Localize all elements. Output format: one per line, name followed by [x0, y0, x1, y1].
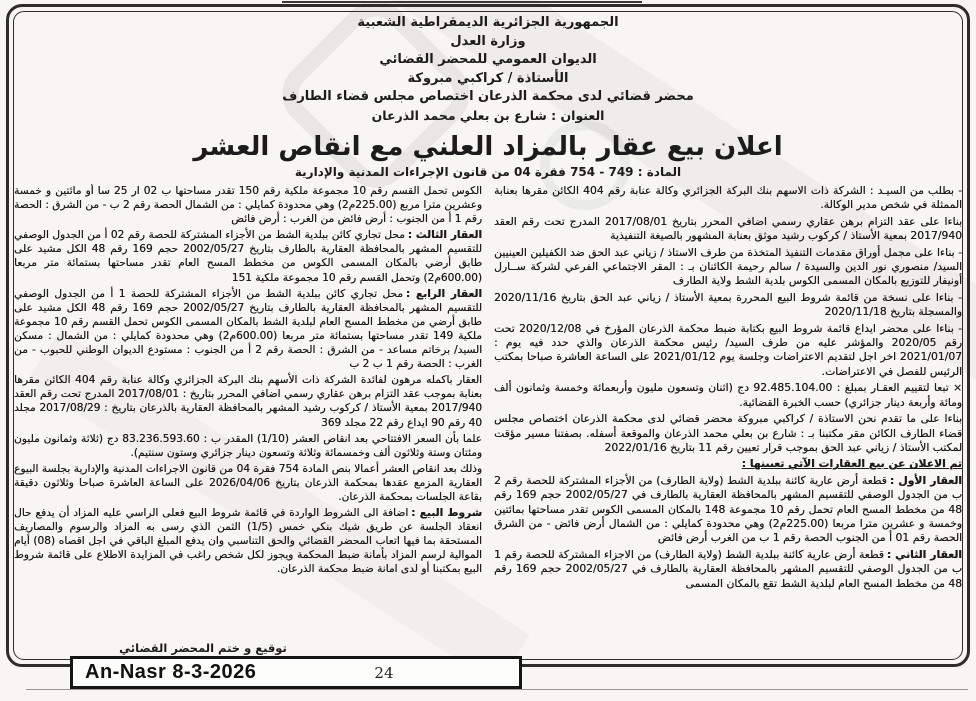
- valuation-paragraph: × تبعا لتقييم العقـار بمبلغ : 92.485.104.00 دج (اثنان وتسعون مليون وأربعمائة وخمسة وثمانون ألف ومائة وأربعة دينار جزائري) حسب الخبرة القضائية.: [494, 381, 962, 409]
- body-paragraph: بناءا على عقد التزام برهن عقاري رسمي اضافي المحرر بتاريخ 2017/08/01 المدرج تحت رقم العقد 2017/940 بمعية الأستاذ / كركوب رشيد موثق بعنابة المشهور بالصيغة التنفيذية: [494, 214, 962, 243]
- signature-line: توقيع و ختم المحضر القضائي: [119, 641, 287, 655]
- property-label: العقار الثاني :: [886, 547, 962, 561]
- property-two-paragraph: [494, 548, 962, 591]
- body-paragraph: - بناءا على مجمل أوراق مقدمات التنفيذ المتخذة من طرف الاستاذ / زياني عبد الحق ضد الكفيلين العينيين السيد/ منصوري نور الدين والسيدة / سالم رحيمة الكائنان بـ : المقر الاجتماعي الفرعي لشركة ســارل أونيفار للتوزيع بالمكان المسمى الكوس بلدية الشط ولاية الطارف: [494, 245, 962, 288]
- property-label: العقار الرابع :: [405, 287, 482, 300]
- mortgage-paragraph: العقار باكمله مرهون لفائدة الشركة ذات الأسهم بنك البركة الجزائري وكالة عنابة رقم 404 الكائن مقرها بعنابة بموجب عقد التزام برهن عقاري رسمي اضافي المحرر بتاريخ : 2017/08/01 المدرج تحت رقم العقد 2017/940 بمعية الأستاذ / كركوب رشيد المشهر بالمحافظة العقارية بالذرعان بتاريخ : 2017/08/29 مجلد 40 رقم 90 ايداع رقم 22 مجلد 369: [14, 374, 482, 429]
- body-columns: [14, 184, 962, 660]
- conditions-label: شروط البيع :: [411, 507, 482, 520]
- property-text: محل تجاري كائن ببلدية الشط من الأجزاء المشتركة للحصة رقم 02 أ من الجدول الوصفي للتقسيم المشهر بالمحافظة العقارية بالطارف بتاريخ 2002/05/27 حجم 169 رقم 48 الكل مشيد على طابق أرضي بالمكان المسمى الكوس من مخطط المسح العام تقدر مساحتها بستمائة متر مربعا (600.00م2) وتحمل القسم رقم 10 مجموعة ملكية 151: [14, 229, 482, 284]
- property-text: قطعة أرض عارية كائنة ببلدية الشط (ولاية الطارف) من الأجزاء المشتركة للحصة رقم 2 ب من الجدول الوصفي للتقسيم المشهر بالمحافظة العقارية بالطارف في 2002/05/27 حجم 169 رقم 48 من مخطط المسح العام تحمل رقم 10 مجموعة 148 بالمكان المسمى الكوس تقدر مساحتها بمائتين وخمسة و عشرين مترا مربعا (225.00م2) وهي محدودة كمايلي : من الشمال أرض فائض - من الشرق الحصة رقم 01 أ من الجنوب الحصة رقم 1 ب من الغرب أرض فائض: [494, 473, 962, 545]
- request-paragraph: - بطلب من السيـد : الشركة ذات الاسهم بنك البركة الجزائري وكالة عنابة رقم 404 الكائن مقرها بعنابة الممثلة في شخص مدير الوكالة.: [494, 184, 962, 212]
- legal-article-subtitle: المادة : 749 - 754 فقرة 04 من قانون الإجراءات المدنية والإدارية: [294, 165, 682, 179]
- notice-content: [20, 14, 956, 179]
- office-line: الديوان العمومي للمحضر القضائي: [379, 52, 597, 67]
- column-right: [494, 184, 962, 660]
- body-paragraph: - بناءا على نسخة من قائمة شروط البيع المحررة بمعية الأستاذ / زياني عبد الحق بتاريخ 2020/11/16 والمسجلة بتاريخ 2020/11/18: [494, 290, 962, 319]
- ministry-line: وزارة العدل: [450, 33, 526, 49]
- sale-announcement-heading: تم الاعلان عن بيع العقارات الآتي تعيينها :: [741, 457, 962, 471]
- property-label: العقار الأول :: [889, 473, 962, 487]
- page-title: اعلان بيع عقار بالمزاد العلني مع انقاص العشر: [193, 132, 783, 162]
- address-line: العنوان : شارع بن بعلي محمد الذرعان: [371, 107, 605, 123]
- scan-edge-line: [26, 689, 968, 690]
- opening-price-paragraph: علما بأن السعر الافتتاحي بعد انقاص العشر (1/10) المقدر ب : 83.236.593.60 دج (ثلاثة وثمانون مليون ومئتان وستة وثلاثون ألف وخمسمائة وثلاثة وتسعون دينار جزائري وستون سنتيم).: [14, 432, 482, 459]
- newspaper-footer: [70, 656, 522, 689]
- property-text: قطعة أرض عارية كائنة ببلدية الشط (ولاية الطارف) من الاجزاء المشتركة للحصة رقم 1 ب من الجدول الوصفي للتقسيم المشهر بالمحافظة العقارية بالطارف في 2002/05/27 حجم 169 رقم 48 من مخطط المسح العام لبلدية الشط تقع بالمكان المسمى: [494, 547, 962, 590]
- property-four-paragraph: [14, 287, 482, 372]
- body-paragraph: بناءا على ما تقدم نحن الاستاذة / كراكبي مبروكة محضر قضائي لدى محكمة الذرعان اختصاص مجلس قضاء الطارف الكائن مقر مكتبنا بـ : شارع بن بعلي محمد الذرعان والموقعة أسفله. بصفتنا مسير مؤقت لمكتب الأستاذ / زياني عبد الحق بموجب قرار تعيين رقم 11 بتاريخ 2022/01/16: [494, 412, 962, 454]
- scan-artifact: [282, 1, 642, 3]
- column-left: [14, 184, 482, 660]
- property-three-paragraph: [14, 228, 482, 284]
- property-label: العقار الثالث :: [407, 229, 482, 242]
- republic-line: الجمهورية الجزائرية الديمقراطية الشعبية: [357, 15, 619, 30]
- newspaper-name-date: An-Nasr 8-3-2026: [85, 661, 257, 683]
- conditions-text: اضافة الى الشروط الواردة في قائمة شروط البيع فعلى الراسي عليه المزاد أن يدفع حال انعقاد الجلسة عن طريق شيك بنكي خمس (1/5) الثمن الذي رسى به المزاد والرسوم والمصاريف المستحقة بما فيها اتعاب المحضر القضائي والحق التناسبي وان يدفع المبلغ الباقي في اجل اقصاه (08) أيام الموالية لرسم المزاد بأمانة ضبط المحكمة ويجوز لكل شخص راغب في المزايدة الاطلاع على قائمة شروط البيع بمكتبنا أو لدى امانة ضبط محكمة الذرعان.: [14, 507, 482, 576]
- bailiff-name-line: الأستاذة / كراكبي مبروكة: [407, 70, 569, 86]
- body-paragraph: - بناءا على محضر ايداع قائمة شروط البيع بكتابة ضبط محكمة الذرعان المؤرخ في 2020/12/08 تحت رقم 2020/05 والمؤشر عليه من طرف السيد/ رئيس محكمة الذرعان والذي حدد فيه يوم : 2021/01/07 اخر اجل لتقديم الاعتراضات وجلسة يوم 2021/01/12 على الساعة العاشرة صباحا بمكتب الرئيس للفصل في الاعتراضات.: [494, 321, 962, 378]
- body-paragraph: الكوس تحمل القسم رقم 10 مجموعة ملكية رقم 150 تقدر مساحتها ب 02 ار 25 سا أو مائتين و خمسة وعشرين مترا مربع (225.00م2) وهي محدودة كمايلي : من الشمال الحصة رقم 2 ب - من الشرق : الحصة رقم 1 أ من الجنوب : أرض فائض من الغرب : أرض فائض: [14, 185, 482, 226]
- auction-session-paragraph: وذلك بعد انقاص العشر أعمالا بنص المادة 754 فقرة 04 من قانون الاجراءات المدنية والإدارية بجلسة البيوع العقارية المزمع عقدها بمحكمة الذرعان بتاريخ 2026/04/06 على الساعة العاشرة صباحا وثلاثون دقيقة بقاعة الجلسات بمحكمة الذرعان.: [14, 462, 482, 503]
- property-text: محل تجاري كائن ببلدية الشط من الأجزاء المشتركة للحصة 1 أ من الجدول الوصفي للتقسيم المشهر بالمحافظة العقارية بالطارف بتاريخ 2002/05/27 حجم 169 رقم 48 الكل مشيد على طابق أرضي من مخطط المسح العام لبلدية الشط بالمكان المسمى الكوس تحمل القسم رقم 10 مجموعة ملكية 149 تقدر مساحتها بستمائة متر مربعا (600.00م2) وهي محدودة كمايلي : من الشمال : مسكن السيد/ برخاتم مساعد - من الشرق : الحصة رقم 2 أ من الجنوب : مستودع الديوان الوطني للحبوب - من الغرب : الحصة رقم 1 ب 2 ب: [14, 287, 482, 371]
- sale-conditions-paragraph: [14, 506, 482, 576]
- letterhead: [20, 14, 956, 125]
- court-jurisdiction-line: محضر قضائي لدى محكمة الذرعان اختصاص مجلس قضاء الطارف: [282, 89, 694, 104]
- property-one-paragraph: [494, 474, 962, 546]
- page-number: 24: [374, 663, 394, 682]
